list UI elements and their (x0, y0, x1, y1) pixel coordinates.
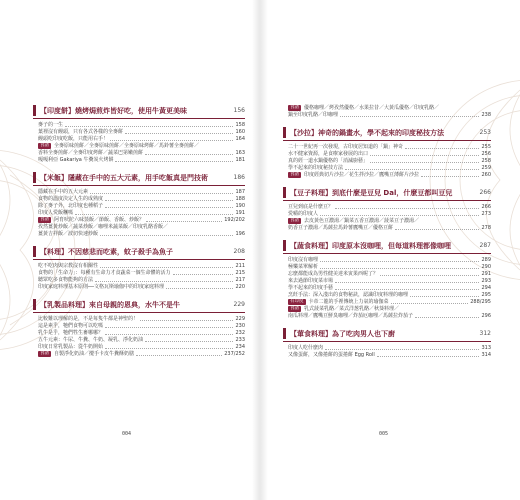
dot-leader (377, 356, 480, 357)
chapter-page: 229 (233, 301, 245, 308)
dot-leader (370, 155, 479, 156)
dot-leader (395, 229, 479, 230)
entry-page: 255 (481, 144, 491, 150)
toc-section (33, 172, 245, 238)
entry-page: 256 (481, 151, 491, 157)
toc-section (283, 328, 491, 359)
dot-leader (166, 288, 233, 289)
toc-entry (33, 284, 245, 291)
toc-section (33, 299, 245, 358)
dot-leader (105, 200, 233, 201)
entry-page: 291 (481, 271, 491, 277)
entry-title: 極樂菜單解析 (288, 264, 319, 270)
entry-page: 188 (235, 196, 245, 202)
entry-title: 自製淨化奶油／攪手卡皮牛糞酥奶膳 (54, 351, 135, 357)
chapter-heading (33, 246, 245, 260)
chapter-title: 【米飯】隱藏在手中的五大元素，用手吃飯真是門技術 (40, 173, 208, 182)
toc-entry (33, 189, 245, 196)
toc-entry (33, 330, 245, 337)
recipe-tag: 有印度 (290, 299, 304, 304)
chapter-page: 287 (479, 242, 491, 249)
recipe-tag: 食譜 (290, 306, 299, 311)
chapter-title: 【料理】不因慈悲而吃素，蚊子殺手為魚子 (40, 247, 173, 256)
entry-page: 293 (481, 278, 491, 284)
dot-leader (391, 303, 469, 304)
toc-entry (33, 277, 245, 284)
entry-title: 麥子的一生 (38, 122, 64, 128)
dot-leader (95, 281, 233, 282)
dot-leader (320, 215, 479, 216)
chapter-title: 【印度餅】燒烤焗煎炸皆好吃，使用牛黃更美味 (40, 106, 187, 115)
toc-entry (33, 270, 245, 277)
toc-entry (283, 278, 491, 285)
toc-entry (33, 150, 245, 157)
toc-entry (33, 203, 245, 210)
chapter-heading (283, 240, 491, 254)
chapter-title: 【沙拉】神奇的鍋畫水，學不起來的印度秘技方法 (290, 128, 444, 137)
chapter-heading (33, 299, 245, 313)
dot-leader (415, 317, 479, 318)
heading-marker (283, 127, 286, 138)
recipe-tag: 食譜 (290, 105, 299, 110)
dot-leader (345, 169, 479, 170)
entry-page: 160 (235, 129, 245, 135)
toc-entry (283, 172, 491, 179)
entry-title: 全麥原味煎餅／全麥原味煎餅／全麥原味烤餅／馬鈴薯全麥煎餅／ (54, 143, 200, 149)
entry-page: 192/202 (224, 217, 245, 223)
dot-leader (145, 341, 233, 342)
entry-title: 水不健家資源，是食療家發展的出口 (288, 151, 369, 157)
entry-title: 卡帝二龍的手裡傳統上力氣的瑜伽菜 (308, 299, 389, 305)
entry-page: 273 (481, 211, 491, 217)
toc-entry (283, 264, 491, 271)
toc-entry (283, 158, 491, 165)
heading-marker (33, 105, 36, 116)
chapter-title: 【乳製品料理】來自母親的恩典，水牛不是牛 (40, 300, 180, 309)
toc-entry (283, 112, 491, 119)
dot-leader (146, 221, 222, 222)
heading-marker (33, 246, 36, 257)
dot-leader (90, 193, 233, 194)
right-toc (283, 105, 491, 367)
toc-entry (33, 263, 245, 270)
chapter-heading (33, 172, 245, 186)
dot-leader (140, 320, 233, 321)
entry-page: 229 (235, 316, 245, 322)
toc-entry (33, 122, 245, 129)
heading-marker (33, 172, 36, 183)
entry-title: 香料全麥煎餅／全麥印度烤餅／蔬菜巴第嫩煎餅 (38, 150, 144, 156)
entry-title: 聽眾吃多食物能夠的方法 (38, 277, 94, 283)
toc-entry (33, 136, 245, 143)
recipe-tag: 食譜 (40, 351, 49, 356)
toc-section (283, 187, 491, 232)
entry-page: 190 (235, 203, 245, 209)
toc-entry (33, 210, 245, 217)
entry-title: 印度沒有咖哩 (288, 257, 319, 263)
entry-title: 學不起來的印度秘技方法 (288, 165, 344, 171)
toc-entry (283, 292, 491, 299)
entry-page: 296 (481, 313, 491, 319)
heading-marker (283, 187, 286, 198)
chapter-page: 266 (479, 189, 491, 196)
dot-leader (110, 140, 233, 141)
entry-title: 忘麼都能成為男性健美達米寅果西呢了？ (288, 271, 379, 277)
entry-title: 奶香豆子濃湯／馬薩拉馬鈴薯鷹嘴豆／優格豆餅 (288, 225, 394, 231)
entry-page: 220 (235, 284, 245, 290)
entry-title: 真的經一道水鍋優格的「消滅廚藝」 (288, 158, 369, 164)
chapter-heading (283, 328, 491, 342)
entry-page: 294 (481, 285, 491, 291)
dot-leader (65, 126, 233, 127)
toc-entry (33, 157, 245, 164)
entry-title: 饅頭吃印度吃飯，只能用右手！ (38, 136, 109, 142)
dot-leader (380, 275, 479, 276)
toc-entry (283, 151, 491, 158)
entry-page: 181 (235, 157, 245, 163)
dot-leader (410, 296, 479, 297)
entry-page: 234 (235, 344, 245, 350)
heading-marker (283, 328, 286, 339)
entry-title: 五牛元素：牛尿、牛糞、牛奶、凝乳、淨化奶油 (38, 337, 144, 343)
entry-title: 豆兒到底是什麼豆？ (288, 204, 334, 210)
toc-entry (283, 345, 491, 352)
entry-title: 薑黃吉祥飯／波切快速炒飯 (38, 231, 99, 237)
entry-page: 187 (235, 189, 245, 195)
entry-title: 除了麥子外，北印度也種稻子 (38, 203, 104, 209)
dot-leader (115, 161, 233, 162)
dot-leader (335, 208, 479, 209)
toc-entry (283, 257, 491, 264)
toc-entry (33, 231, 245, 238)
dot-leader (125, 133, 233, 134)
toc-entry (33, 351, 245, 358)
entry-title: 鍋至印度乳酪／印咖哩 (288, 112, 339, 118)
dot-leader (320, 261, 479, 262)
entry-title: 又像蛋餅，又像捲餅的蛋捲餅 Egg Roll (288, 352, 375, 358)
dot-leader (335, 289, 479, 290)
entry-title: 愛嚼的印度人 (288, 211, 319, 217)
heading-marker (283, 240, 286, 251)
entry-title: 吃不吃肉與宗教沒有相關性 (38, 263, 99, 269)
entry-page: 232 (235, 330, 245, 336)
chapter-page: 208 (233, 248, 245, 255)
dot-leader (105, 334, 233, 335)
entry-page: 278 (481, 225, 491, 231)
entry-title: 二十一世紀再一次發現，古印度居知道的「鍋」神奇 (288, 144, 404, 150)
chapter-heading (283, 187, 491, 201)
toc-section (283, 127, 491, 179)
entry-page: 288/295 (470, 299, 491, 305)
toc-entry (283, 271, 491, 278)
toc-section (283, 105, 491, 119)
recipe-tag: 食譜 (40, 217, 49, 222)
toc-entry (283, 313, 491, 320)
dot-leader (335, 282, 479, 283)
dot-leader (325, 349, 479, 350)
recipe-tag: 食譜 (290, 172, 299, 177)
entry-title: 葉裡沒有饅頭，只有各式各樣的全麥餅 (38, 129, 124, 135)
entry-page: 191 (235, 210, 245, 216)
toc-section (33, 105, 245, 164)
entry-page: 211 (235, 263, 245, 269)
toc-entry (283, 204, 491, 211)
entry-title: 南瓜料理／鷹嘴豆鮮臭咖哩／炸茄厄咖哩／馬薩拉炸茄子 (288, 313, 414, 319)
entry-title: 印度經典切片沙拉／花生拌沙拉／鷹嘴豆薄餅片沙拉 (304, 172, 420, 178)
dot-leader (370, 162, 479, 163)
entry-page: 290 (481, 264, 491, 270)
entry-page: 313 (481, 345, 491, 351)
entry-page: 164 (235, 136, 245, 142)
dot-leader (100, 267, 233, 268)
dot-leader (421, 176, 479, 177)
recipe-tag: 食譜 (40, 143, 49, 148)
entry-page: 233 (235, 337, 245, 343)
toc-entry (283, 306, 491, 313)
dot-leader (320, 268, 479, 269)
dot-leader (105, 327, 233, 328)
entry-title: 乳牛是乎，牠們牲生畜哪哪？ (38, 330, 104, 336)
entry-page: 260 (481, 172, 491, 178)
toc-entry (33, 344, 245, 351)
toc-entry (33, 217, 245, 224)
entry-title: 優格咖哩／烤孜然優格／水果拉昔／大黃瓜優格／印度乳酪／ (304, 105, 440, 111)
entry-title: 阿育吠陀六味蒸飯／節飯、香飯、炒飯？ (54, 217, 145, 223)
dot-leader (173, 274, 234, 275)
page-number: 004 (122, 431, 132, 437)
entry-page: 237/252 (224, 351, 245, 357)
entry-title: 印度人吃什麼肉 (288, 345, 324, 351)
toc-entry (283, 352, 491, 359)
toc-entry (283, 105, 491, 112)
entry-title: 嘎嘎利亞 Gakariya 牛糞炭火烤餅 (38, 157, 114, 163)
entry-title: 食物的溫度決定人生的成熟度 (38, 196, 104, 202)
dot-leader (105, 348, 233, 349)
dot-leader (145, 154, 233, 155)
chapter-title: 【豆子料理】到底什麼是豆兒 Dal，什麼豆都叫豆兒 (290, 188, 453, 197)
entry-page: 230 (235, 323, 245, 329)
entry-title: 學不起來的印度手藝 (288, 285, 334, 291)
book-gutter (252, 0, 268, 500)
toc-entry (33, 224, 245, 231)
toc-entry (283, 165, 491, 172)
chapter-title: 【蔬食料理】印度原本沒咖哩，但每道料理都像咖哩 (290, 241, 451, 250)
entry-title: 食物的「生命力」：每種有生命力才食蔬菜一個生命體的活力 (38, 270, 171, 276)
dot-leader (100, 235, 233, 236)
toc-entry (283, 144, 491, 151)
toc-entry (283, 225, 491, 232)
toc-entry (33, 129, 245, 136)
entry-page: 314 (481, 352, 491, 358)
entry-page: 289 (481, 257, 491, 263)
toc-entry (283, 299, 491, 306)
entry-title: 來去過節印度菜市場 (288, 278, 334, 284)
entry-page: 158 (235, 122, 245, 128)
toc-entry (283, 285, 491, 292)
toc-entry (33, 337, 245, 344)
entry-title: 印度家庭料理基本原則──文格瓦斯瑜伽中的印度家庭料理 (38, 284, 165, 290)
entry-title: 隱藏在手中的五大元素 (38, 189, 89, 195)
entry-title: 這是素乎，牠們食物可以吃嗎 (38, 323, 104, 329)
entry-page: 215 (235, 270, 245, 276)
page-number: 005 (379, 431, 389, 437)
left-toc (33, 105, 245, 366)
dot-leader (340, 116, 479, 117)
entry-page: 238 (481, 112, 491, 118)
entry-page: 196 (235, 231, 245, 237)
toc-section (283, 240, 491, 320)
chapter-page: 253 (479, 129, 491, 136)
entry-title: 乳式菠菜乳酪／菜式洋葱乳酪／秋葵料理／ (304, 306, 400, 312)
entry-title: 孜然薑黃炒飯／蔬菜炒飯／咖哩米蔬菜飯／印度乳酪香飯／ (38, 224, 169, 230)
chapter-heading (33, 105, 245, 119)
recipe-tag: 食譜 (290, 218, 299, 223)
chapter-title: 【葷食料理】為了吃肉男人也下廚 (290, 329, 395, 338)
toc-entry (283, 218, 491, 225)
heading-marker (33, 299, 36, 310)
entry-page: 259 (481, 165, 491, 171)
entry-title: 印度日常乳製品：從牛奶開始 (38, 344, 104, 350)
chapter-page: 156 (233, 107, 245, 114)
toc-entry (33, 316, 245, 323)
toc-entry (33, 143, 245, 150)
entry-page: 163 (235, 150, 245, 156)
toc-entry (33, 323, 245, 330)
entry-page: 266 (481, 204, 491, 210)
toc-section (33, 246, 245, 291)
toc-entry (283, 211, 491, 218)
chapter-page: 186 (233, 174, 245, 181)
dot-leader (136, 355, 222, 356)
dot-leader (75, 214, 233, 215)
entry-page: 295 (481, 292, 491, 298)
toc-entry (33, 196, 245, 203)
chapter-heading (283, 127, 491, 141)
entry-title: 去皮黃色豆濃湯／鍋菜五香豆濃湯／菠菜豆子濃湯／ (304, 218, 420, 224)
entry-page: 258 (481, 158, 491, 164)
dot-leader (105, 207, 233, 208)
entry-title: 烹飪手法：深入淺出的食物秘訣，認識印度料理的咖哩 (288, 292, 409, 298)
entry-title: 印度人愛飯糰嗎 (38, 210, 74, 216)
dot-leader (405, 148, 479, 149)
chapter-page: 312 (479, 330, 491, 337)
entry-page: 217 (235, 277, 245, 283)
entry-title: 比較難以理解的是，不是每隻牛都是神聖的！ (38, 316, 139, 322)
